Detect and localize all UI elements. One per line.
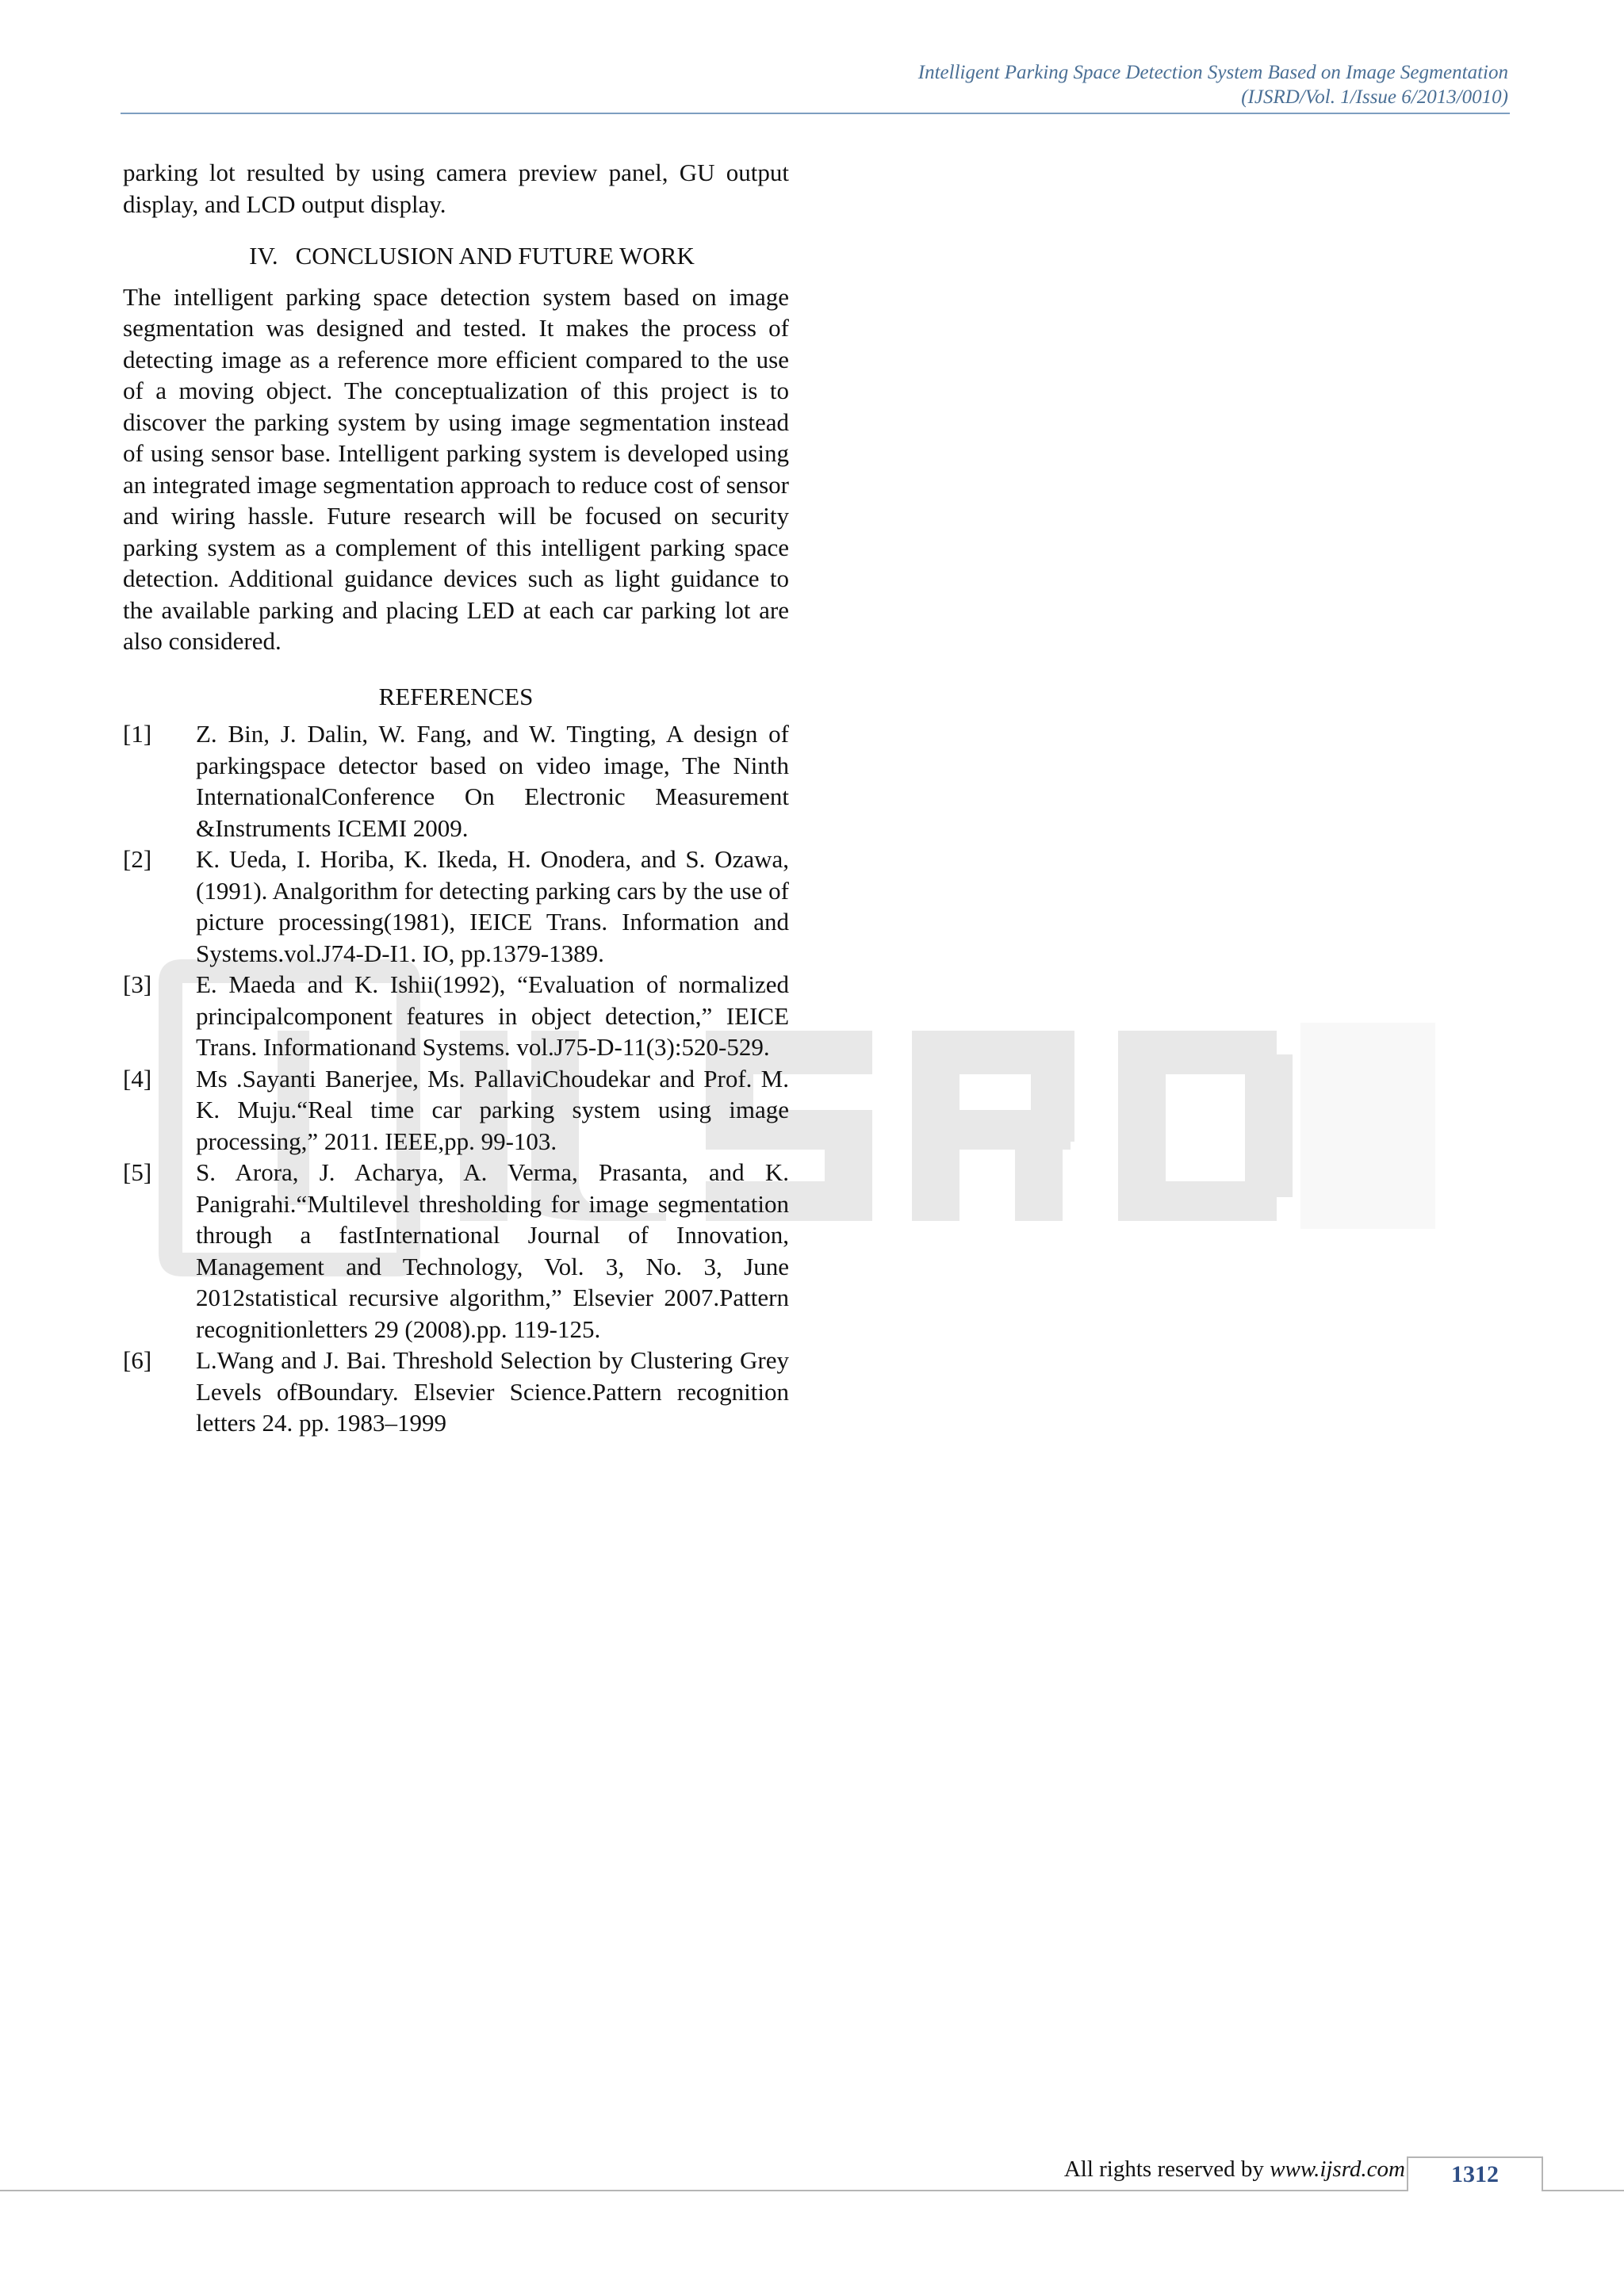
header-journal: (IJSRD/Vol. 1/Issue 6/2013/0010) [1241, 86, 1508, 108]
footer-rule [0, 2190, 1624, 2191]
reference-number: [3] [123, 970, 152, 998]
running-header [918, 60, 1508, 109]
conclusion-paragraph: The intelligent parking space detection system based on image segmentation was designed and tested. It makes the process of detecting image as a reference more efficient compared to the use of a moving object. The conceptualization of this project is to discover the parking system by using image segmentation instead of using sensor base. Intelligent parking system is developed using an integrated image segmentation approach to reduce cost of sensor and wiring hassle. Future research will be focused on security parking system as a complement of this intelligent parking space detection. Additional guidance devices such as light guidance to the available parking and placing LED at each car parking lot are also considered. [123, 282, 789, 655]
left-column [123, 157, 789, 1439]
reference-item [123, 1063, 789, 1158]
page-footer [0, 2156, 1624, 2188]
reference-number: [4] [123, 1064, 152, 1093]
footer-rights [1064, 2156, 1405, 2183]
reference-text: L.Wang and J. Bai. Threshold Selection by Clustering Grey Levels ofBoundary. Elsevier Science.Pattern recognition letters 24. pp. 1983–1999 [196, 1346, 789, 1437]
reference-number: [6] [123, 1346, 152, 1374]
reference-item [123, 969, 789, 1063]
section-heading [123, 240, 789, 272]
reference-text: Ms .Sayanti Banerjee, Ms. PallaviChoudekar and Prof. M. K. Muju.“Real time car parking system using image processing,” 2011. IEEE,pp. 99-103. [196, 1064, 789, 1155]
references-heading: REFERENCES [378, 682, 534, 710]
section-title: CONCLUSION AND FUTURE WORK [295, 242, 695, 270]
page-number: 1312 [1407, 2156, 1543, 2191]
reference-number: [1] [123, 720, 152, 748]
header-rule [121, 113, 1510, 114]
reference-text: Z. Bin, J. Dalin, W. Fang, and W. Tingting, A design of parkingspace detector based on video image, The Ninth InternationalConference On Electronic Measurement &Instruments ICEMI 2009. [196, 720, 789, 842]
header-title: Intelligent Parking Space Detection System Based on Image Segmentation [917, 62, 1508, 83]
section-number: IV. [249, 242, 278, 270]
reference-text: E. Maeda and K. Ishii(1992), “Evaluation of normalized principalcomponent features in object detection,” IEICE Trans. Informationand Systems. vol.J75-D-11(3):520-529. [196, 970, 789, 1061]
reference-item [123, 718, 789, 844]
footer-site-link[interactable]: www.ijsrd.com [1270, 2156, 1405, 2182]
reference-item [123, 1345, 789, 1439]
reference-item [123, 1157, 789, 1345]
reference-number: [5] [123, 1158, 152, 1186]
reference-text: S. Arora, J. Acharya, A. Verma, Prasanta, and K. Panigrahi.“Multilevel thresholding for image segmentation through a fastInternational Journal of Innovation, Management and Technology, Vol. 3, No. 3, June 2012statistical recursive algorithm,” Elsevier 2007.Pattern recognitionletters 29 (2008).pp. 119-125. [196, 1158, 789, 1343]
reference-number: [2] [123, 845, 152, 873]
intro-paragraph: parking lot resulted by using camera preview panel, GU output display, and LCD output display. [123, 159, 789, 218]
reference-item [123, 844, 789, 969]
footer-rights-text: All rights reserved by [1063, 2156, 1264, 2182]
reference-text: K. Ueda, I. Horiba, K. Ikeda, H. Onodera, and S. Ozawa, (1991). Analgorithm for detecting parking cars by the use of picture processing(1981), IEICE Trans. Information and Systems.vol.J74-D-I1. IO, pp.1379-1389. [196, 845, 789, 967]
